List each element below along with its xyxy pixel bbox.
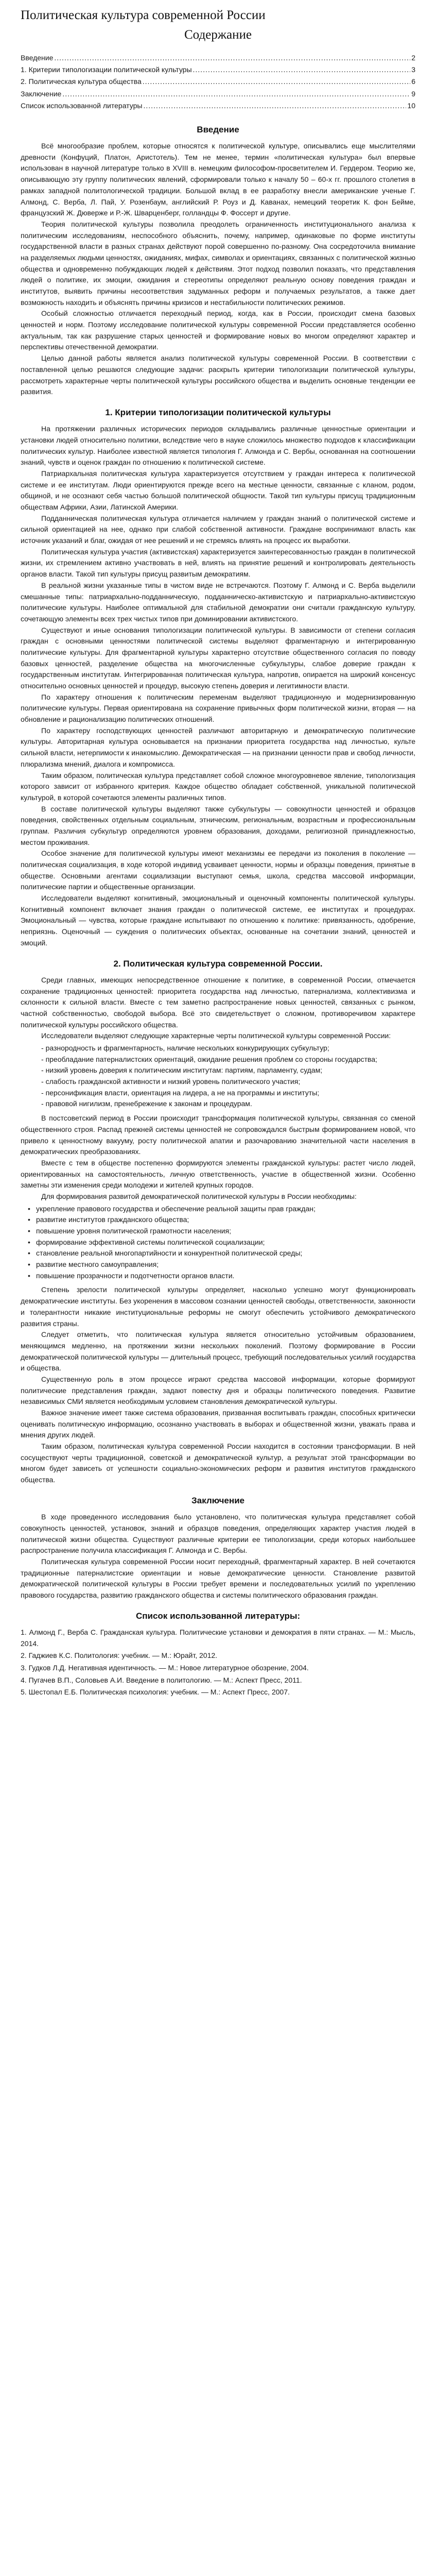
toc-entry[interactable] bbox=[21, 76, 415, 88]
paragraph: Таким образом, политическая культура современной России находится в состоянии трансформации. В ней сосуществуют черты традиционной, советской и демократической культур, а результат этой трансформации во многом будет зависеть от успешности социально-экономических реформ и развития институтов гражданского общества. bbox=[21, 1442, 415, 1484]
paragraph: Существуют и иные основания типологизации политической культуры. В зависимости от степени согласия граждан с основными ценностями политической системы выделяют фрагментарную и интегрированную политические культуры. Для фрагментарной культуры характерно отсутствие общественного согласия по поводу базовых ценностей, разделение общества на многочисленные субкультуры, слабое доверие граждан к государственным институтам. Интегрированная политическая культура, напротив, опирается на широкий консенсус относительно основных ценностей и процедур, высокую степень доверия и легитимности власти. bbox=[21, 625, 415, 690]
table-of-contents bbox=[21, 52, 415, 111]
list-item: - низкий уровень доверия к политическим институтам: партиям, парламенту, судам; bbox=[21, 1065, 415, 1076]
intro-section bbox=[21, 123, 415, 398]
list-item: • формирование эффективной системы политической социализации; bbox=[21, 1237, 415, 1248]
toc-entry-page: 10 bbox=[407, 101, 415, 110]
features-list bbox=[21, 1043, 415, 1110]
references-heading: Список использованной литературы: bbox=[135, 1611, 301, 1621]
paragraph: В ходе проведенного исследования было установлено, что политическая культура представляет собой совокупность ценностей, установок, знаний и образцов поведения, определяющих характер участия людей в политической жизни общества. Существуют различные критерии ее типологизации, среди которых наибольшее распространение получила классификация Г. Алмонда и С. Вербы. bbox=[21, 1513, 415, 1555]
intro-heading: Введение bbox=[197, 124, 239, 134]
toc-entry[interactable] bbox=[21, 64, 415, 76]
paragraph: Таким образом, политическая культура представляет собой сложное многоуровневое явление, типологизация которого зависит от избранного критерия. Каждое общество обладает собственной, уникальной политической культурой, в которой сочетаются элементы различных типов. bbox=[21, 771, 415, 802]
paragraph: По характеру отношения к политическим переменам выделяют традиционную и модернизированную политические культуры. Первая ориентирована на сохранение привычных форм политической жизни, вторая — на обновление и рационализацию политических отношений. bbox=[21, 692, 415, 724]
toc-entry-label: 2. Политическая культура общества bbox=[21, 77, 142, 86]
toc-leader bbox=[143, 100, 406, 112]
toc-leader bbox=[54, 52, 410, 64]
paragraph: Политическая культура участия (активистская) характеризуется заинтересованностью граждан в политической жизни, их стремлением активно участвовать в ней, влиять на принятие решений и контролировать деятельность органов власти. Такой тип культуры присущ развитым демократиям. bbox=[21, 547, 415, 579]
paragraph: Теория политической культуры позволила преодолеть ограниченность институционального анализа к политическим исследованиям, неспособного объяснить, почему, например, одинаковые по форме институты государственной власти в разных странах действуют порой совершенно по-разному. Она сосредоточила внимание на разделяемых людьми ценностях, ожиданиях, мифах, символах и ориентациях, связанных с политической жизнью общества и одновременно побуждающих людей к действиям. Этот подход позволил показать, что представления людей о политике, их эмоции, ожидания и стереотипы определяют реальную основу поведения граждан и институтов, выявить причины несоответствия задуманных реформ и получаемых результатов, а также дает возможность находить и объяснять причины кризисов и нестабильности политических режимов. bbox=[21, 219, 415, 307]
paragraph: На протяжении различных исторических периодов складывались различные ценностные ориентации и установки людей относительно политики, вследствие чего в науке сложилось множество подходов к классификации политических культур. Наиболее известной является типология Г. Алмонда и С. Вербы, основанная на соотношении знаний, чувств и оценок граждан по отношению к политической системе. bbox=[21, 425, 415, 467]
paragraph: Исследователи выделяют когнитивный, эмоциональный и оценочный компоненты политической культуры. Когнитивный компонент включает знания граждан о политической системе, ее институтах и процедурах. Эмоциональный — чувства, которые граждане испытывают по отношению к политике: привязанность, одобрение, неприязнь. Оценочный — суждения о политических объектах, основанные на сочетании знаний, ценностей и эмоций. bbox=[21, 894, 415, 947]
references-list bbox=[21, 1627, 415, 1698]
references-section bbox=[21, 1609, 415, 1698]
paragraph: Особое значение для политической культуры имеют механизмы ее передачи из поколения в поколение — политическая социализация, в ходе которой индивид усваивает ценности, нормы и образцы поведения, принятые в обществе. Основными агентами социализации выступают семья, школа, средства массовой информации, политические партии и общественные организации. bbox=[21, 849, 415, 891]
paragraph: По характеру господствующих ценностей различают авторитарную и демократическую политические культуры. Авторитарная культура основывается на признании приоритета государства над личностью, культе сильной власти, нетерпимости к инакомыслию. Демократическая — на признании ценности прав и свобод личности, плюрализма мнений, диалога и компромисса. bbox=[21, 726, 415, 768]
toc-leader bbox=[143, 76, 410, 88]
list-item: - разнородность и фрагментарность, наличие нескольких конкурирующих субкультур; bbox=[21, 1043, 415, 1054]
toc-entry-label: Введение bbox=[21, 54, 54, 62]
toc-leader bbox=[193, 64, 411, 76]
paragraph: Особый сложностью отличается переходный период, когда, как в России, происходит смена базовых ценностей и норм. Поэтому исследование политической культуры современной России представляется особенно актуальным, так как разрушение старых ценностей и формирование новых во многом определяют характер и перспективы отечественной демократии. bbox=[21, 309, 415, 351]
paragraph: Патриархальная политическая культура характеризуется отсутствием у граждан интереса к политической системе и ее институтам. Люди ориентируются прежде всего на местные ценности, связанные с кланом, родом, общиной, и не осознают себя частью большой политической общности. Такой тип культуры присущ традиционным обществам Африки, Азии, Латинской Америки. bbox=[21, 469, 415, 512]
paragraph: Всё многообразие проблем, которые относятся к политической культуре, описывались еще мыслителями древности (Конфуций, Платон, Аристотель). Тем не менее, термин «политическая культура» был впервые использован в научной литературе только в XVIII в. немецким философом-просветителем И. Гердером. Теорию же, описывающую эту группу политических явлений, сформировали только к началу 50 – 60-х гг. прошлого столетия в рамках западной политологической традиции. Большой вклад в ее разработку внесли американские ученые Г. Алмонд, С. Верба, Л. Пай, У. Розенбаум, английский Р. Роуз и Д. Каванах, немецкий теоретик К. фон Бейме, французский Ж. Дюверже и Р.-Ж. Шварценберг, голландцы Ф. Фоссерт и другие. bbox=[21, 142, 415, 217]
section-heading: 1. Критерии типологизации политической культуры bbox=[105, 407, 331, 417]
paragraph: Среди главных, имеющих непосредственное отношение к политике, в современной России, отмечается сохранение традиционных ценностей: приоритета государства над личностью, патернализма, коллективизма и склонности к сильной власти. Вместе с тем заметно распространение новых ценностей, связанных с рынком, частной собственностью, свободой выбора. Всё это свидетельствует о сложном, противоречивом характере политической культуры российского общества. bbox=[21, 975, 415, 1029]
paragraph: В постсоветский период в России происходит трансформация политической культуры, связанная со сменой общественного строя. Распад прежней системы ценностей не сопровождался быстрым формированием новой, что привело к ценностному вакууму, росту политической апатии и разочарованию значительной части населения в демократических преобразованиях. bbox=[21, 1114, 415, 1156]
list-item: - правовой нигилизм, пренебрежение к законам и процедурам. bbox=[21, 1098, 415, 1110]
toc-entry-label: 1. Критерии типологизации политической культуры bbox=[21, 65, 192, 74]
reference-item: Гудков Л.Д. Негативная идентичность. — М.: Новое литературное обозрение, 2004. bbox=[28, 1664, 309, 1672]
paragraph: В реальной жизни указанные типы в чистом виде не встречаются. Поэтому Г. Алмонд и С. Верба выделили смешанные типы: патриархально-подданническую, подданническо-активистскую и патриархально-активистскую политические культуры. Наиболее оптимальной для стабильной демократии они считали гражданскую культуру, сочетающую элементы всех трех чистых типов при доминировании активистского. bbox=[21, 581, 415, 623]
toc-leader bbox=[62, 88, 410, 100]
reference-item: Алмонд Г., Верба С. Гражданская культура. Политические установки и демократия в пяти странах. — М.: Мысль, 2014. bbox=[21, 1628, 415, 1648]
paragraph: Существенную роль в этом процессе играют средства массовой информации, которые формируют политические представления граждан, задают повестку дня и образцы политического поведения. Развитие независимых СМИ является необходимым условием становления демократической культуры. bbox=[21, 1375, 415, 1406]
toc-entry[interactable] bbox=[21, 100, 415, 112]
list-item: • становление реальной многопартийности и конкурентной политической среды; bbox=[21, 1248, 415, 1259]
reference-item: Гаджиев К.С. Политология: учебник. — М.: Юрайт, 2012. bbox=[28, 1651, 218, 1660]
section-russia bbox=[21, 957, 415, 1486]
list-item: • повышение уровня политической грамотности населения; bbox=[21, 1226, 415, 1237]
toc-entry-page: 2 bbox=[411, 54, 415, 62]
paragraph: Политическая культура современной России носит переходный, фрагментарный характер. В ней сочетаются традиционные патерналистские ориентации и новые демократические ценности. Становление развитой демократической политической культуры в России требует времени и последовательных усилий по укреплению правового государства, развитию гражданского общества и системы политического образования граждан. bbox=[21, 1557, 415, 1599]
toc-entry[interactable] bbox=[21, 52, 415, 64]
toc-heading: Содержание bbox=[184, 27, 252, 42]
paragraph: В составе политической культуры выделяют также субкультуры — совокупности ценностей и образцов поведения, свойственных отдельным социальным, этническим, региональным, возрастным и профессиональным группам. Различия субкультур определяются уровнем образования, доходами, религиозной принадлежностью, местом проживания. bbox=[21, 804, 415, 846]
toc-entry-page: 6 bbox=[411, 77, 415, 86]
list-item: - преобладание патерналистских ориентаций, ожидание решения проблем со стороны государства; bbox=[21, 1054, 415, 1065]
toc-entry-page: 3 bbox=[411, 65, 415, 74]
list-item: • повышение прозрачности и подотчетности органов власти. bbox=[21, 1270, 415, 1282]
toc-entry[interactable] bbox=[21, 88, 415, 100]
paragraph: Степень зрелости политической культуры определяет, насколько успешно могут функционировать демократические институты. Без укоренения в массовом сознании ценностей свободы, ответственности, законности и толерантности никакие институциональные реформы не смогут обеспечить устойчивого демократического развития страны. bbox=[21, 1285, 415, 1328]
toc-entry-page: 9 bbox=[411, 89, 415, 98]
reference-item: Пугачев В.П., Соловьев А.И. Введение в политологию. — М.: Аспект Пресс, 2011. bbox=[28, 1675, 302, 1684]
toc-entry-label: Список использованной литературы bbox=[21, 101, 143, 110]
conclusion-section bbox=[21, 1494, 415, 1601]
paragraph: Следует отметить, что политическая культура является относительно устойчивым образованием, меняющимся медленно, на протяжении жизни нескольких поколений. Поэтому формирование в России демократической политической культуры — длительный процесс, требующий последовательных усилий государства и общества. bbox=[21, 1330, 415, 1372]
list-item: • развитие институтов гражданского общества; bbox=[21, 1214, 415, 1226]
paragraph: Важное значение имеет также система образования, призванная воспитывать граждан, способных критически оценивать политическую информацию, осознанно участвовать в выборах и общественной жизни, уважать права и мнения других людей. bbox=[21, 1409, 415, 1439]
document-title: Политическая культура современной России bbox=[21, 8, 266, 22]
paragraph: Целью данной работы является анализ политической культуры современной России. В соответствии с поставленной целью решаются следующие задачи: раскрыть критерии типологизации политической культуры, рассмотреть характерные черты политической культуры российского общества и выделить основные тенденции ее развития. bbox=[21, 354, 415, 396]
section-typology bbox=[21, 406, 415, 949]
list-item: - слабость гражданской активности и низкий уровень политического участия; bbox=[21, 1076, 415, 1088]
conditions-list bbox=[21, 1204, 415, 1282]
paragraph: Подданническая политическая культура отличается наличием у граждан знаний о политической системе и сильной ориентацией на нее, однако при слабой собственной активности. Граждане воспринимают власть как источник указаний и благ, ожидая от нее решений и не стремясь влиять на процесс их выработки. bbox=[21, 514, 415, 545]
conclusion-heading: Заключение bbox=[191, 1495, 245, 1505]
reference-item: Шестопал Е.Б. Политическая психология: учебник. — М.: Аспект Пресс, 2007. bbox=[28, 1688, 290, 1697]
paragraph: Исследователи выделяют следующие характерные черты политической культуры современной России: bbox=[41, 1031, 391, 1040]
list-item: - персонификация власти, ориентация на лидера, а не на программы и институты; bbox=[21, 1088, 415, 1099]
toc-entry-label: Заключение bbox=[21, 89, 62, 98]
list-item: • укрепление правового государства и обеспечение реальной защиты прав граждан; bbox=[21, 1204, 415, 1215]
paragraph: Вместе с тем в обществе постепенно формируются элементы гражданской культуры: растет число людей, ориентированных на самостоятельность, личную ответственность, участие в общественной жизни. Особенно заметны эти изменения среди молодежи и жителей крупных городов. bbox=[21, 1158, 415, 1190]
section-heading: 2. Политическая культура современной России. bbox=[113, 958, 323, 969]
list-item: • развитие местного самоуправления; bbox=[21, 1259, 415, 1270]
paragraph: Для формирования развитой демократической политической культуры в России необходимы: bbox=[41, 1192, 357, 1200]
